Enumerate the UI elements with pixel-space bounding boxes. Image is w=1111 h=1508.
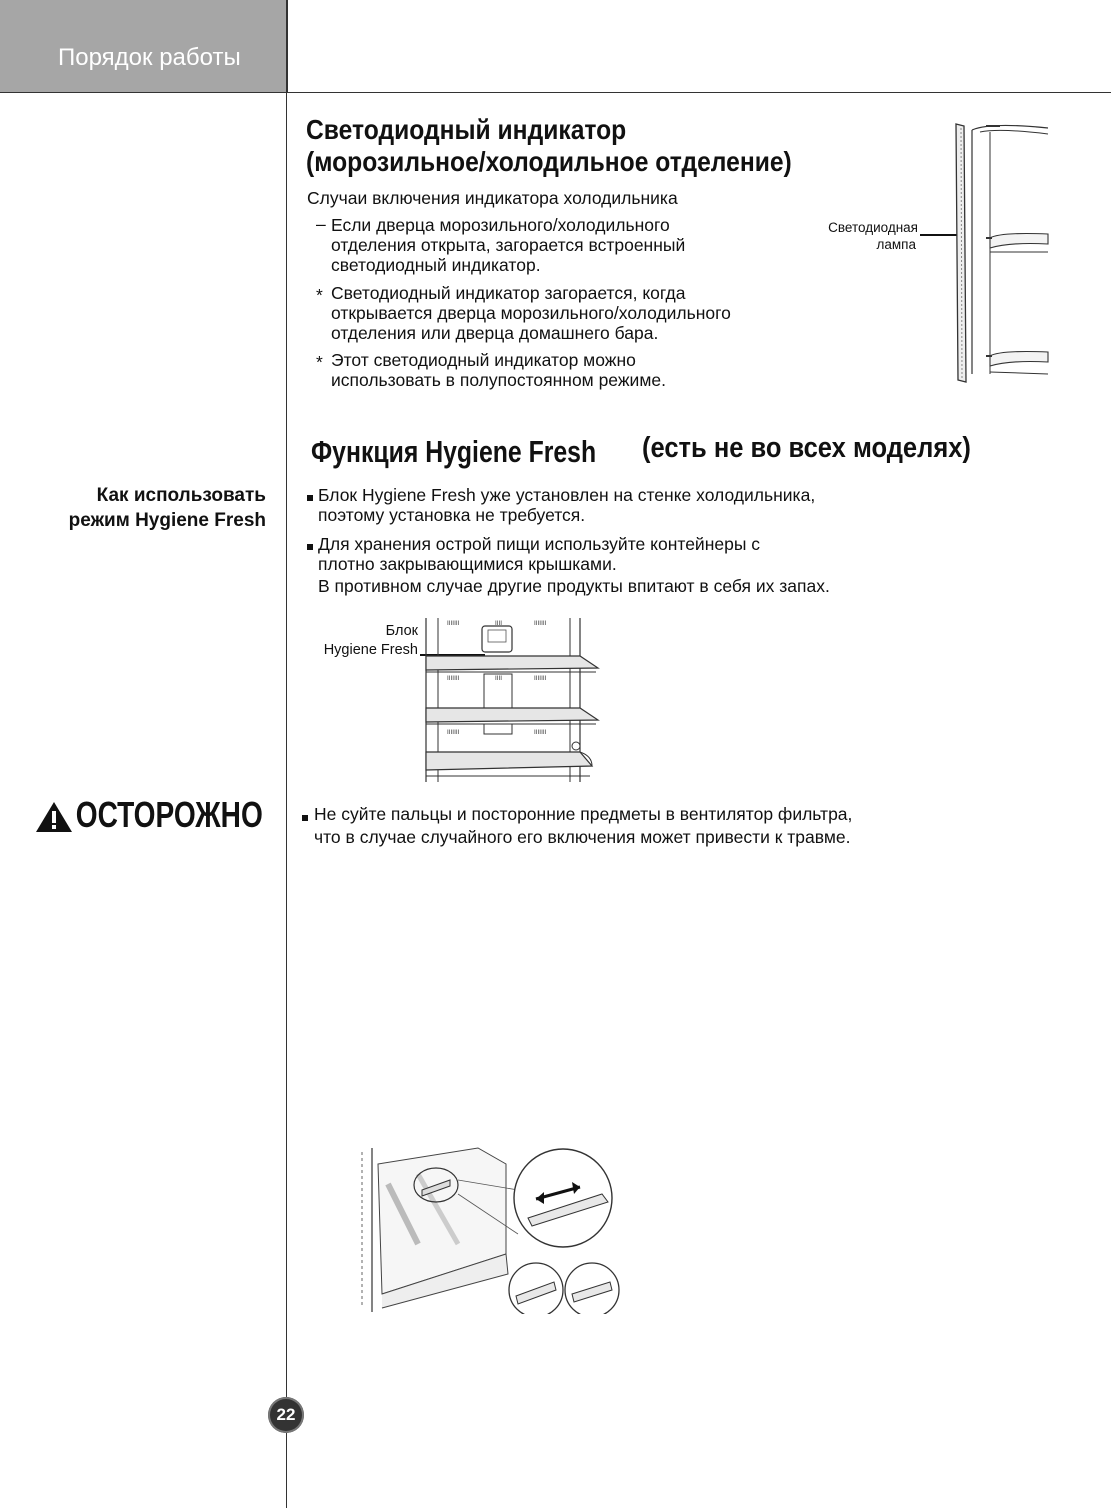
column-divider: [286, 92, 287, 1508]
led-star2-line: Этот светодиодный индикатор можно: [331, 350, 636, 370]
warning-icon: [34, 800, 74, 834]
svg-text:IIIIIII: IIIIIII: [447, 675, 460, 682]
hygiene-bullet1-line: Блок Hygiene Fresh уже установлен на стенке холодильника,: [318, 485, 816, 505]
svg-text:IIII: IIII: [495, 620, 503, 627]
block-label: Hygiene Fresh: [323, 642, 418, 658]
svg-text:IIIIIII: IIIIIII: [534, 729, 547, 736]
svg-text:IIII: IIII: [495, 675, 503, 682]
hygiene-fresh-illustration: [420, 616, 600, 782]
side-heading: Как использовать: [96, 485, 266, 506]
hygiene-bullet2-line: Для хранения острой пищи используйте контейнеры с: [318, 534, 761, 554]
led-title-line2: (морозильное/холодильное отделение): [306, 146, 792, 177]
led-star1-line: открывается дверца морозильного/холодильного: [331, 303, 731, 323]
section-title: Порядок работы: [58, 44, 241, 71]
svg-text:IIIIIII: IIIIIII: [447, 729, 460, 736]
led-dash-line: светодиодный индикатор.: [331, 255, 541, 275]
hygiene-bullet1-line: поэтому установка не требуется.: [318, 505, 586, 525]
side-heading: режим Hygiene Fresh: [68, 510, 266, 531]
led-star1-line: Светодиодный индикатор загорается, когда: [331, 283, 686, 303]
caution-text-line: Не суйте пальцы и посторонние предметы в вентилятор фильтра,: [314, 804, 853, 824]
header-divider-left: [0, 92, 286, 93]
led-dash-mark: –: [316, 214, 326, 234]
hygiene-title-note: (есть не во всех моделях): [642, 432, 971, 464]
hygiene-title: Функция Hygiene Fresh: [311, 434, 597, 469]
led-intro: Случаи включения индикатора холодильника: [307, 188, 678, 208]
lamp-label: лампа: [876, 237, 916, 252]
led-star-mark: *: [316, 285, 323, 305]
page-number: 22: [268, 1397, 304, 1433]
header-divider: [286, 92, 1111, 93]
lamp-label: Светодиодная: [828, 220, 918, 235]
led-dash-line: отделения открыта, загорается встроенный: [331, 235, 686, 255]
svg-text:IIIIIII: IIIIIII: [534, 675, 547, 682]
svg-text:IIIIIII: IIIIIII: [447, 620, 460, 627]
led-lamp-illustration: [920, 112, 1055, 387]
led-title-line1: Светодиодный индикатор: [306, 114, 627, 145]
led-star2-line: использовать в полупостоянном режиме.: [331, 370, 666, 390]
caution-text-line: что в случае случайного его включения может привести к травме.: [314, 827, 851, 847]
block-label: Блок: [385, 623, 418, 639]
hygiene-bullet2-line: В противном случае другие продукты впитают в себя их запах.: [318, 576, 830, 596]
svg-text:IIIIIII: IIIIIII: [534, 620, 547, 627]
bullet-square: [307, 491, 317, 509]
led-star-mark: *: [316, 352, 323, 372]
bullet-square: [302, 811, 312, 829]
led-star1-line: отделения или дверца домашнего бара.: [331, 323, 659, 343]
bullet-square: [307, 540, 317, 558]
led-dash-line: Если дверца морозильного/холодильного: [331, 215, 670, 235]
hygiene-bullet2-line: плотно закрывающимися крышками.: [318, 554, 617, 574]
filter-fan-illustration: [358, 1144, 623, 1314]
caution-label: ОСТОРОЖНО: [75, 794, 263, 835]
